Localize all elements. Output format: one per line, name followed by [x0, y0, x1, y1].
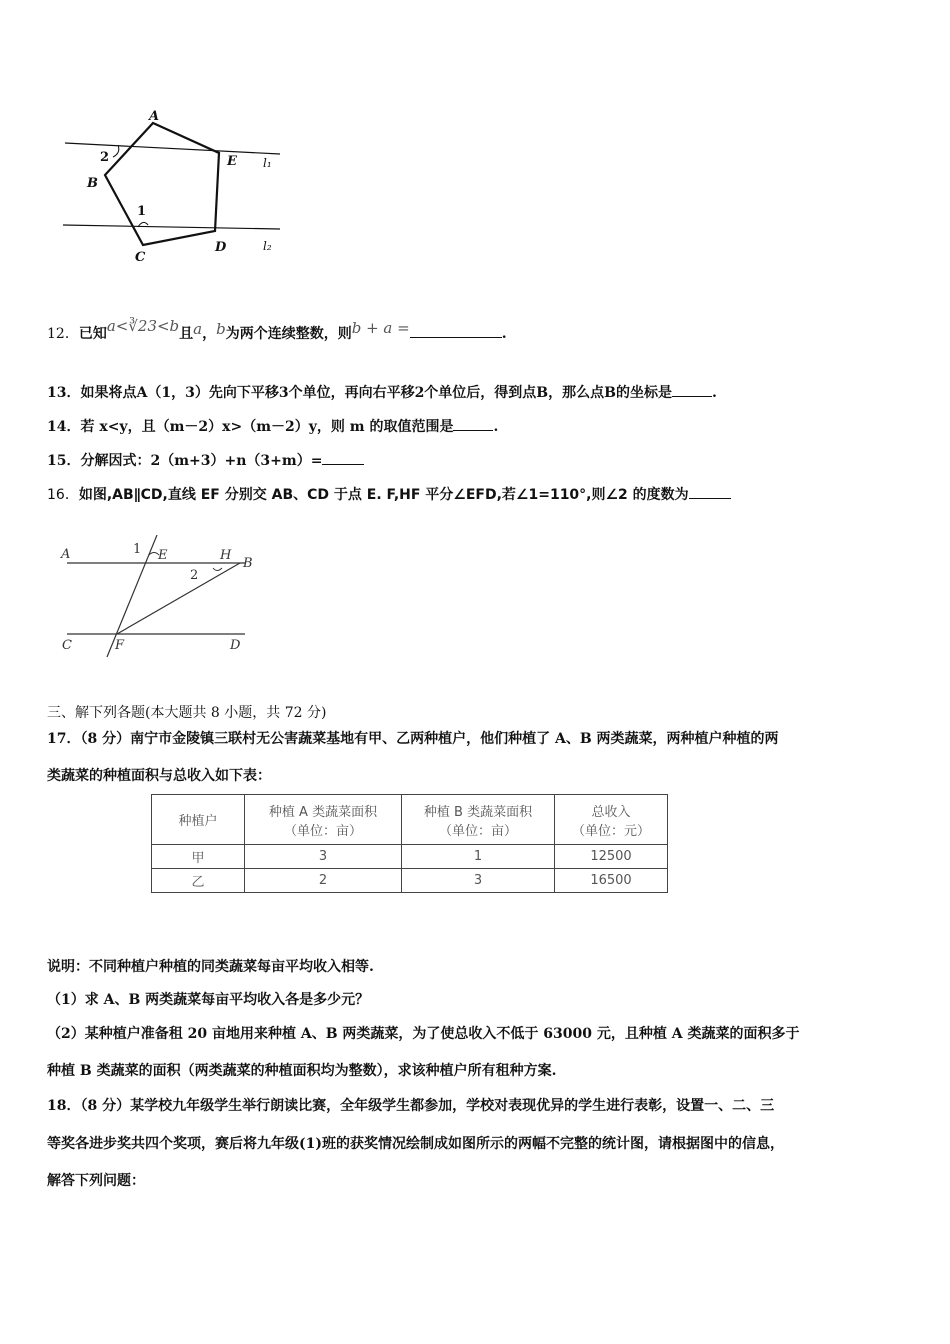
q17-part-2-line-2 — [47, 1061, 556, 1081]
q12-number: 12． — [47, 326, 79, 342]
pentagon-parallel-lines-figure — [55, 105, 295, 270]
label-a: A — [149, 109, 160, 124]
label-d: D — [215, 240, 227, 255]
label-d: D — [230, 638, 241, 653]
q13-period: . — [711, 385, 717, 401]
q14-period: . — [493, 419, 499, 435]
q13-answer-blank[interactable] — [672, 382, 712, 397]
q15-answer-blank[interactable] — [322, 450, 364, 465]
q17-part-2-text-2: 种植 B 类蔬菜的面积（两类蔬菜的种植面积均为整数），求该种植户所有租种方案. — [47, 1063, 557, 1079]
question-18-line-1 — [47, 1096, 774, 1116]
q17-text-2: 类蔬菜的种植面积与总收入如下表： — [47, 768, 271, 784]
q14-answer-blank[interactable] — [453, 416, 493, 431]
question-13 — [47, 382, 717, 403]
label-e: E — [227, 154, 237, 169]
label-1: 1 — [133, 542, 142, 557]
table-cell: 2 — [245, 869, 402, 893]
table-cell: 3 — [245, 845, 402, 869]
label-2: 2 — [100, 150, 110, 165]
header-cell-a-area: 种植 A 类蔬菜面积 （单位：亩） — [245, 795, 402, 845]
line-l1 — [65, 143, 280, 154]
q16-answer-blank[interactable] — [689, 484, 731, 499]
q17-part-1-text: （1）求 A、B 两类蔬菜每亩平均收入各是多少元？ — [47, 992, 370, 1008]
question-12 — [47, 317, 507, 344]
table-cell: 3 — [402, 869, 555, 893]
label-c: C — [135, 250, 146, 265]
table-row — [152, 869, 668, 893]
angle-2-arc — [213, 568, 222, 571]
label-2: 2 — [190, 568, 199, 583]
q18-text-1: 18．（8 分）某学校九年级学生举行朗读比赛，全年级学生都参加，学校对表现优异的学生进行表彰，设置一、二、三 — [47, 1098, 775, 1114]
label-h: H — [220, 548, 232, 563]
parallel-lines-figure — [55, 535, 270, 665]
q18-text-3: 解答下列问题： — [47, 1173, 145, 1189]
question-16 — [47, 484, 731, 505]
label-c: C — [62, 638, 72, 653]
label-b: B — [243, 556, 253, 571]
q12-inequality: a<∛23<b — [106, 317, 180, 335]
q17-note — [47, 957, 374, 977]
q18-text-2: 等奖各进步奖共四个奖项，赛后将九年级(1)班的获奖情况绘制成如图所示的两幅不完整的统计图，请根据图中的信息， — [47, 1136, 784, 1152]
table-cell: 16500 — [555, 869, 668, 893]
header-cell-income: 总收入 （单位：元） — [555, 795, 668, 845]
q12-var-b: b — [216, 320, 226, 338]
q12-prefix: 已知 — [78, 326, 107, 342]
label-e: E — [158, 548, 168, 563]
label-l2: l₂ — [263, 239, 272, 253]
question-14 — [47, 416, 498, 437]
question-17-line-2 — [47, 766, 271, 786]
label-b: B — [87, 176, 98, 191]
q16-number: 16． — [47, 487, 79, 503]
angle-2-arc — [113, 145, 119, 157]
q14-text: 14．若 x<y，且（m－2）x>（m－2）y，则 m 的取值范围是 — [47, 419, 454, 435]
section-3-heading — [47, 703, 326, 723]
question-17-line-1 — [47, 729, 779, 749]
table-row — [152, 845, 668, 869]
q17-text-1: 17．（8 分）南宁市金陵镇三联村无公害蔬菜基地有甲、乙两种植户，他们种植了 A、B 两类蔬菜，两种植户种植的两 — [47, 731, 779, 747]
q12-text: 为两个连续整数，则 — [225, 326, 352, 342]
label-l1: l₁ — [263, 156, 272, 170]
q17-note-text: 说明：不同种植户种植的同类蔬菜每亩平均收入相等. — [47, 959, 374, 975]
table-cell: 乙 — [152, 869, 245, 893]
question-15 — [47, 450, 364, 471]
section-3-title: 三、解下列各题(本大题共 8 小题，共 72 分) — [47, 705, 327, 721]
label-1: 1 — [137, 204, 147, 219]
q12-var-a: a — [193, 320, 203, 338]
q12-expression: b + a = — [351, 319, 410, 337]
header-cell-b-area: 种植 B 类蔬菜面积 （单位：亩） — [402, 795, 555, 845]
table-cell: 12500 — [555, 845, 668, 869]
q12-comma: ， — [202, 326, 217, 342]
q17-part-2-line-1 — [47, 1024, 799, 1044]
q16-text: 如图,AB∥CD,直线 EF 分别交 AB、CD 于点 E. F,HF 平分∠EFD,若∠1=110°,则∠2 的度数为 — [78, 487, 689, 503]
line-l2 — [63, 225, 280, 229]
question-18-line-2 — [47, 1134, 784, 1154]
q13-text: 13．如果将点A（1，3）先向下平移3个单位，再向右平移2个单位后，得到点B，那么点B的坐标是 — [47, 385, 672, 401]
question-18-line-3 — [47, 1171, 145, 1191]
q17-data-table — [151, 794, 668, 893]
q12-answer-blank[interactable] — [410, 323, 502, 338]
label-a: A — [61, 547, 71, 562]
q17-part-2-text-1: （2）某种植户准备租 20 亩地用来种植 A、B 两类蔬菜，为了使总收入不低于 63000 元，且种植 A 类蔬菜的面积多于 — [47, 1026, 800, 1042]
q12-and: 且 — [179, 326, 194, 342]
table-header-row — [152, 795, 668, 845]
table-cell: 1 — [402, 845, 555, 869]
q15-text: 15．分解因式：2（m+3）+n（3+m）= — [47, 453, 323, 469]
q17-part-1 — [47, 990, 369, 1010]
line-hf — [117, 563, 240, 634]
label-f: F — [115, 638, 125, 653]
table-cell: 甲 — [152, 845, 245, 869]
header-cell-grower: 种植户 — [152, 795, 245, 845]
q12-period: . — [501, 326, 507, 342]
